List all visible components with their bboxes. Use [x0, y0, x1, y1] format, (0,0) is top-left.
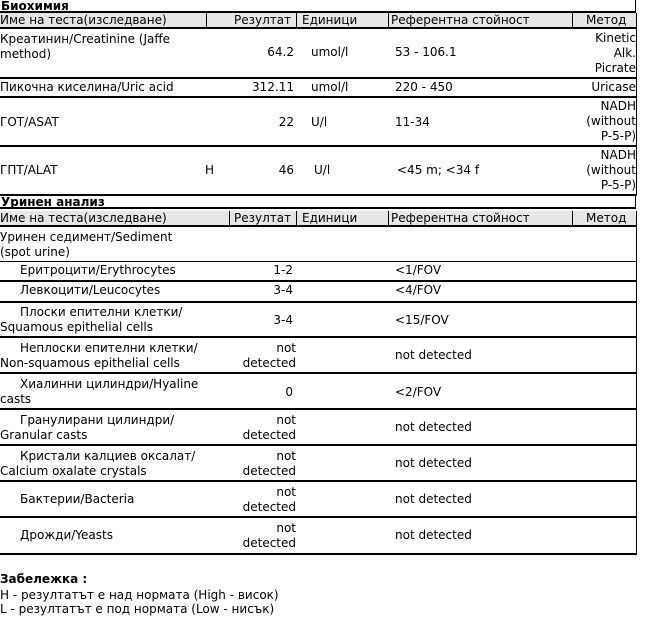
- test-name: Кристали калциев оксалат/ Calcium oxalate crystals: [0, 449, 196, 478]
- test-reference: not detected: [395, 420, 472, 434]
- test-result: 3-4: [273, 283, 293, 297]
- header-test-name: Име на теста(изследване): [0, 211, 167, 225]
- notes-block: [0, 572, 279, 616]
- table-row: [0, 29, 637, 79]
- test-method: NADH (without P-5-P): [586, 148, 636, 192]
- table-row: [0, 261, 637, 282]
- table-row: [0, 303, 637, 338]
- header-method: Метод: [586, 211, 627, 225]
- group-label: Уринен седимент/Sediment (spot urine): [0, 230, 173, 259]
- test-unit: U/l: [311, 115, 328, 129]
- table-row: [0, 79, 637, 98]
- test-reference: <15/FOV: [395, 313, 449, 327]
- test-name: Плоски епителни клетки/ Squamous epithelial cells: [0, 305, 183, 334]
- section-title-biochemistry: Биохимия: [0, 0, 636, 13]
- test-reference: 11-34: [395, 115, 430, 129]
- test-method: Uricase: [591, 80, 636, 94]
- test-result: not detected: [242, 485, 296, 514]
- table-row: [0, 374, 637, 410]
- table-row: [0, 518, 637, 555]
- test-reference: <2/FOV: [395, 385, 442, 399]
- test-method: NADH (without P-5-P): [586, 99, 636, 143]
- test-reference: 53 - 106.1: [395, 45, 457, 59]
- test-result: 3-4: [273, 313, 293, 327]
- test-name: Дрожди/Yeasts: [20, 528, 113, 542]
- test-name: Гранулирани цилиндри/ Granular casts: [0, 413, 175, 442]
- header-method: Метод: [586, 13, 627, 27]
- test-result: 1-2: [273, 263, 293, 277]
- test-reference: <1/FOV: [395, 263, 442, 277]
- header-units: Единици: [302, 13, 358, 27]
- note-line-low: L - резултатът е под нормата (Low - нисък): [0, 602, 275, 616]
- test-reference: not detected: [395, 348, 472, 362]
- test-name: Бактерии/Bacteria: [20, 492, 135, 506]
- test-reference: 220 - 450: [395, 80, 453, 94]
- test-name: ГОТ/ASAT: [0, 115, 59, 129]
- test-name: Еритроцити/Erythrocytes: [20, 263, 176, 277]
- test-name: Неплоски епителни клетки/ Non-squamous epithelial cells: [0, 341, 198, 370]
- header-units: Единици: [302, 211, 358, 225]
- test-unit: U/l: [314, 163, 331, 177]
- test-name: Пикочна киселина/Uric acid: [0, 80, 174, 94]
- header-reference: Референтна стойност: [391, 211, 530, 225]
- notes-title: Забележка :: [0, 572, 88, 586]
- test-reference: <45 m; <34 f: [397, 163, 480, 177]
- test-reference: not detected: [395, 456, 472, 470]
- note-line-high: H - резултатът е над нормата (High - висок): [0, 588, 279, 602]
- group-row-sediment: [0, 227, 637, 261]
- header-test-name: Име на теста(изследване): [0, 13, 167, 27]
- table-row: [0, 338, 637, 374]
- test-result: not detected: [242, 521, 296, 550]
- test-method: Kinetic Alk. Picrate: [594, 31, 636, 75]
- flag-high: H: [205, 163, 215, 177]
- test-result: 0: [285, 385, 293, 399]
- table-row: [0, 147, 637, 196]
- header-result: Резултат: [234, 211, 292, 225]
- test-unit: umol/l: [311, 80, 349, 94]
- test-reference: not detected: [395, 528, 472, 542]
- test-name: ГПТ/ALAT: [0, 163, 58, 177]
- table-row: [0, 282, 637, 303]
- test-reference: not detected: [395, 492, 472, 506]
- test-name: Креатинин/Creatinine (Jaffe method): [0, 32, 170, 61]
- test-result: 312.11: [252, 80, 294, 94]
- table-row: [0, 446, 637, 482]
- test-result: not detected: [242, 341, 296, 370]
- section-title-urine: Уринен анализ: [0, 196, 636, 209]
- table-row: [0, 98, 637, 147]
- test-unit: umol/l: [311, 45, 349, 59]
- table-row: [0, 410, 637, 446]
- test-result: 22: [278, 115, 294, 129]
- test-result: 46: [278, 163, 294, 177]
- table-header-urine: [0, 211, 637, 227]
- header-reference: Референтна стойност: [391, 13, 530, 27]
- table-row: [0, 482, 637, 518]
- header-result: Резултат: [234, 13, 292, 27]
- test-result: not detected: [242, 449, 296, 478]
- test-name: Левкоцити/Leucocytes: [20, 283, 161, 297]
- test-result: 64.2: [267, 45, 294, 59]
- test-name: Хиалинни цилиндри/Hyaline casts: [0, 377, 199, 406]
- test-result: not detected: [242, 413, 296, 442]
- table-header-biochemistry: [0, 13, 637, 29]
- test-reference: <4/FOV: [395, 283, 442, 297]
